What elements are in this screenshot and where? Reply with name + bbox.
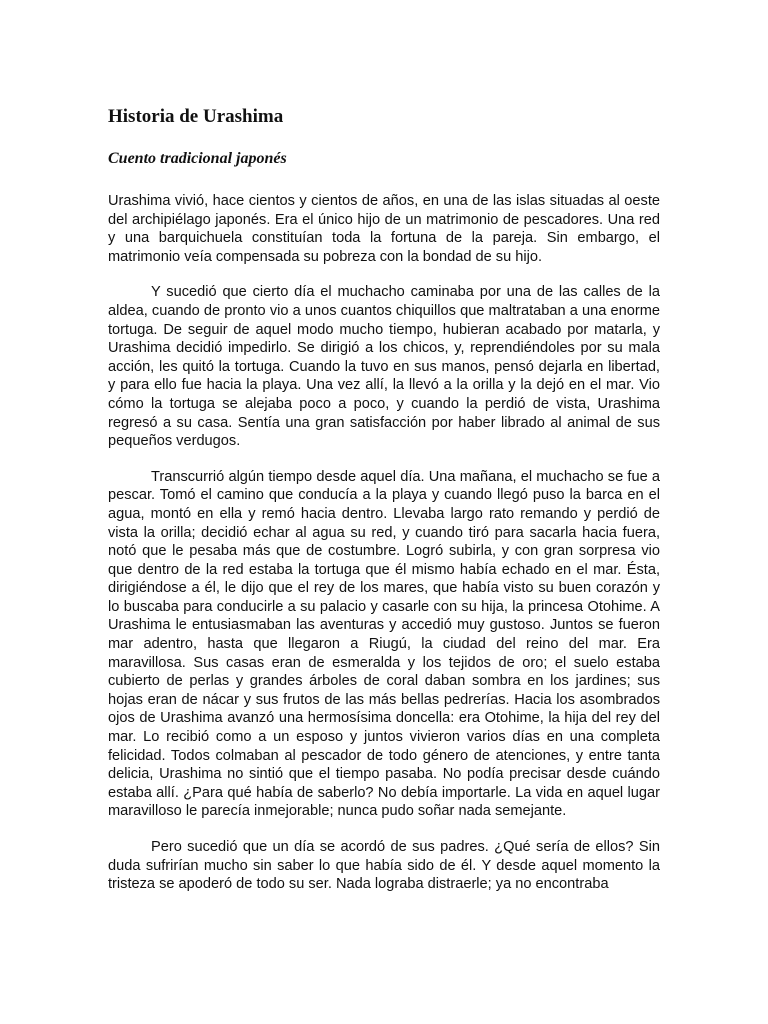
document-title: Historia de Urashima — [108, 106, 284, 127]
paragraph-4: Pero sucedió que un día se acordó de sus padres. ¿Qué sería de ellos? Sin duda sufrirían mucho sin saber lo que había sido de él. Y desde aquel momento la tristeza se apoderó de todo su ser. Nada lograba distraerle; ya no encontraba — [108, 839, 660, 893]
paragraph-1: Urashima vivió, hace cientos y cientos de años, en una de las islas situadas al oeste del archipiélago japonés. Era el único hijo de un matrimonio de pescadores. Una red y una barquichuela constituían toda la fortuna de la pareja. Sin embargo, el matrimonio veía compensada su pobreza con la bondad de su hijo. — [108, 193, 660, 265]
document-body — [108, 98, 660, 894]
paragraph-2: Y sucedió que cierto día el muchacho caminaba por una de las calles de la aldea, cuando de pronto vio a unos cuantos chiquillos que maltrataban a una enorme tortuga. De seguir de aquel modo mucho tiempo, hubieran acabado por matarla, y Urashima decidió impedirlo. Se dirigió a los chicos, y, reprendiéndoles por su mala acción, les quitó la tortuga. Cuando la tuvo en sus manos, pensó dejarla en libertad, y para ello fue hacia la playa. Una vez allí, la llevó a la orilla y la dejó en el mar. Vio cómo la tortuga se alejaba poco a poco, y cuando la perdió de vista, Urashima regresó a su casa. Sentía una gran satisfacción por haber librado al animal de sus pequeños verdugos. — [108, 284, 660, 450]
paragraph-3: Transcurrió algún tiempo desde aquel día. Una mañana, el muchacho se fue a pescar. Tomó el camino que conducía a la playa y cuando llegó puso la barca en el agua, montó en ella y remó hacia dentro. Llevaba largo rato remando y perdió de vista la orilla; decidió echar al agua su red, y cuando tiró para sacarla hacia fuera, notó que le pesaba más que de costumbre. Logró subirla, y con gran sorpresa vio que dentro de la red estaba la tortuga que él mismo había echado en el mar. Ésta, dirigiéndose a él, le dijo que el rey de los mares, que había visto su buen corazón y lo buscaba para conducirle a su palacio y casarle con su hija, la princesa Otohime. A Urashima le entusiasmaban las aventuras y accedió muy gustoso. Juntos se fueron mar adentro, hasta que llegaron a Riugú, la ciudad del reino del mar. Era maravillosa. Sus casas eran de esmeralda y los tejidos de oro; el suelo estaba cubierto de perlas y grandes árboles de coral daban sombra en los jardines; sus hojas eran de nácar y sus frutos de las más bellas pedrerías. Hacia los asombrados ojos de Urashima avanzó una hermosísima doncella: era Otohime, la hija del rey del mar. Lo recibió como a un esposo y juntos vivieron varios días en una completa felicidad. Todos colmaban al pescador de todo género de atenciones, y entre tanta delicia, Urashima no sintió que el tiempo pasaba. No podía precisar desde cuándo estaba allí. ¿Para qué había de saberlo? No debía importarle. La vida en aquel lugar maravilloso le parecía inmejorable; nunca pudo soñar nada semejante. — [108, 468, 660, 820]
document-subtitle: Cuento tradicional japonés — [108, 150, 287, 167]
